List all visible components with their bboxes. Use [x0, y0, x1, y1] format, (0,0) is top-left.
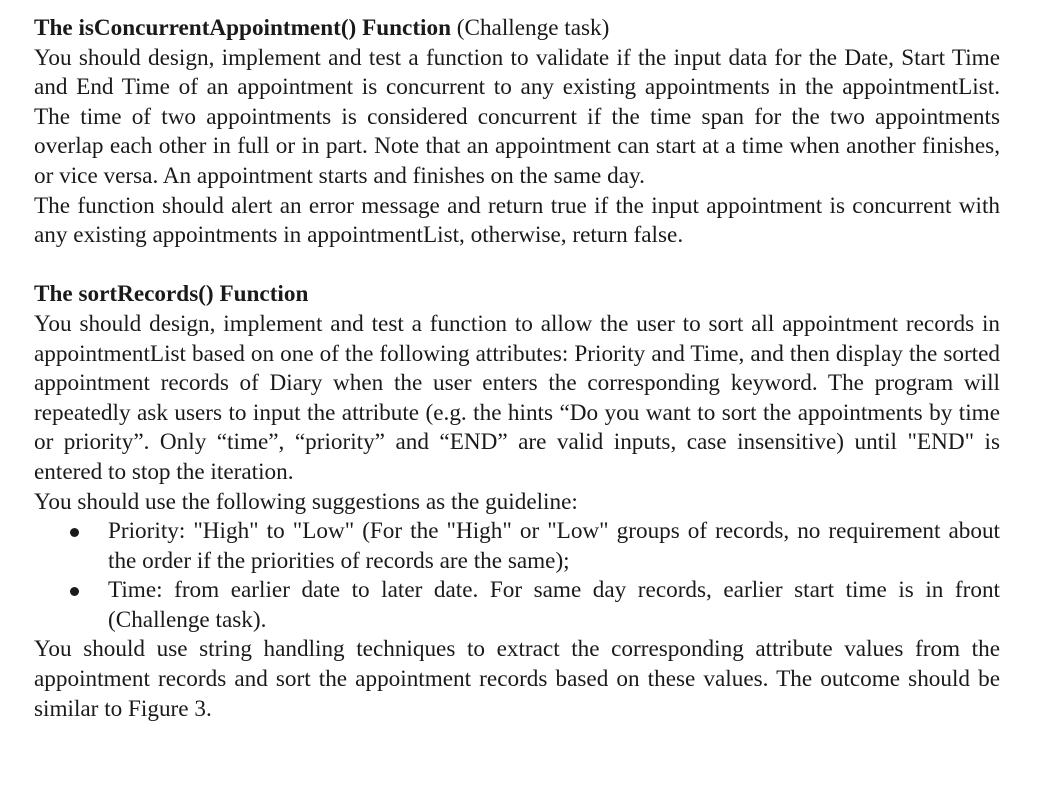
paragraph-concurrent-description: You should design, implement and test a function to validate if the input data for the Date, Start Time and End Time of an appointment is concurrent to any existing appointments in the appointmentList. The time of two appointments is considered concurrent if the time span for the two appointments overlap each other in full or in part. Note that an appointment can start at a time when another finishes, or vice versa. An appointment starts and finishes on the same day. — [34, 44, 1000, 189]
paragraph-concurrent-return: The function should alert an error message and return true if the input appointment is concurrent with any existing appointments in appointmentList, otherwise, return false. — [34, 192, 1000, 249]
list-item-text: Time: from earlier date to later date. For same day records, earlier start time is in front (Challenge task). — [108, 577, 1000, 633]
list-item-time — [108, 576, 1000, 635]
section-heading-sort-records — [34, 280, 1000, 310]
guideline-list — [34, 517, 1000, 635]
bullet-icon — [70, 528, 79, 537]
section-heading-is-concurrent — [34, 14, 1000, 44]
list-item-text: Priority: "High" to "Low" (For the "High" or "Low" groups of records, no requirement about the order if the priorities of records are the same); — [108, 518, 1000, 574]
paragraph-string-handling: You should use string handling techniques to extract the corresponding attribute values from the appointment records and sort the appointment records based on these values. The outcome should be similar to Figure 3. — [34, 636, 1000, 722]
bullet-icon — [70, 587, 79, 596]
document-page — [34, 14, 1000, 724]
paragraph-sort-description: You should design, implement and test a function to allow the user to sort all appointment records in appointmentList based on one of the following attributes: Priority and Time, and then display the sorted appointment records of Diary when the user enters the corresponding keyword. The program will repeatedly ask users to input the attribute (e.g. the hints “Do you want to sort the appointments by time or priority”. Only “time”, “priority” and “END” are valid inputs, case insensitive) until "END" is entered to stop the iteration. — [34, 310, 1000, 485]
paragraph-spacer — [34, 251, 1000, 281]
heading-bold-text: The sortRecords() Function — [34, 281, 309, 308]
heading-suffix-text: (Challenge task) — [450, 15, 610, 41]
heading-bold-text: The isConcurrentAppointment() Function — [34, 15, 451, 41]
paragraph-guideline-intro: You should use the following suggestions as the guideline: — [34, 488, 578, 515]
list-item-priority — [108, 517, 1000, 576]
